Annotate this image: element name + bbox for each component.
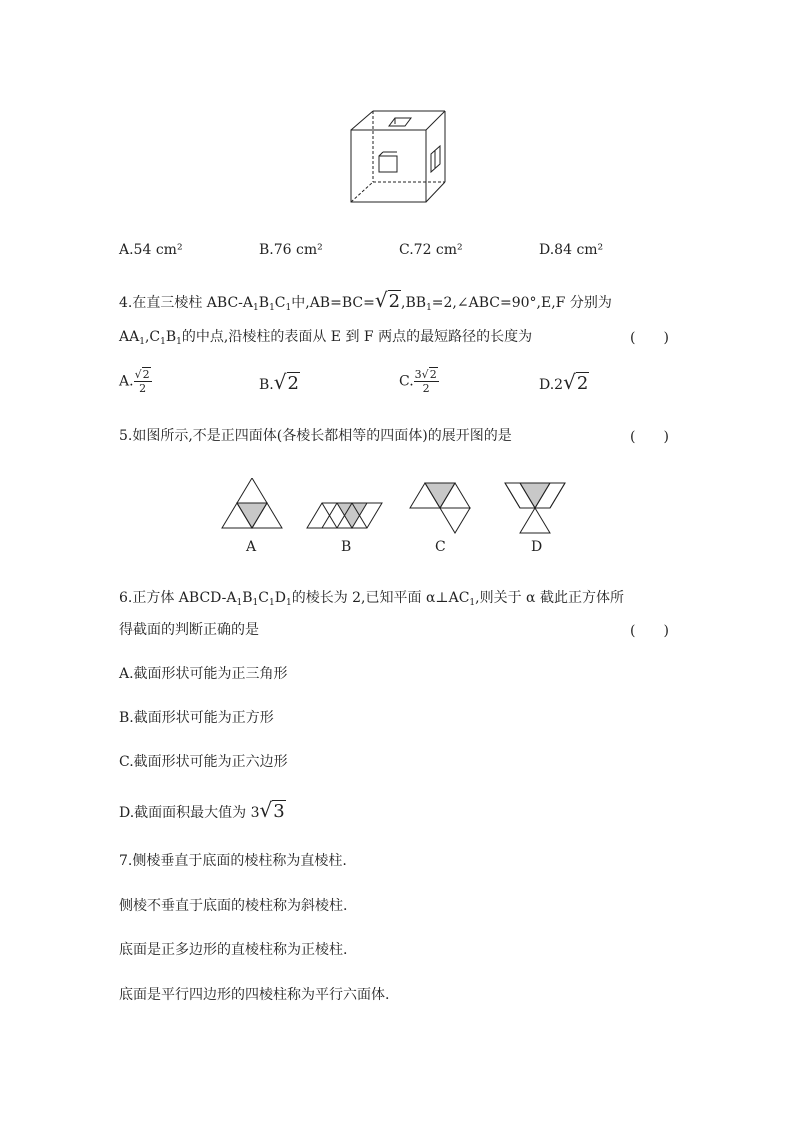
net-d-shaded-face xyxy=(520,483,550,508)
q6-stem-line2: 得截面的判断正确的是 xyxy=(119,622,259,638)
cube-with-holes-figure xyxy=(345,108,455,208)
q6-option-a: A.截面形状可能为正三角形 xyxy=(119,666,288,682)
q6-option-b: B.截面形状可能为正方形 xyxy=(119,710,274,726)
q6-stem-line1: 6.正方体 ABCD-$A_1B_1C_1D_1$的棱长为 2,已知平面 $\alpha\perp AC_1$,则关于 α 截此正方体所 xyxy=(119,590,624,608)
q4-stem-line1: 4.在直三棱柱 ABC-$A_1B_1C_1$中$,AB=BC=√2,BB_1=2,\angle ABC=90^\circ,E,F$ 分别为 xyxy=(119,288,612,313)
net-label-d: D xyxy=(531,539,543,555)
net-b-shaded-face xyxy=(337,503,367,528)
net-c-shaded-face xyxy=(425,483,455,508)
q5-answer-paren: ( ) xyxy=(630,429,669,445)
q3-option-c: C.72 cm² xyxy=(399,242,463,258)
q4-option-d: D.2√2 xyxy=(539,370,589,394)
q4-option-c: C. $\frac{3√2}{2}$ xyxy=(399,368,437,395)
q3-option-d: D.84 cm² xyxy=(539,242,604,258)
q6-option-c: C.截面形状可能为正六边形 xyxy=(119,754,288,770)
net-label-b: B xyxy=(341,539,352,555)
net-label-c: C xyxy=(435,539,446,555)
q6-answer-paren: ( ) xyxy=(630,623,669,639)
q4-answer-paren: ( ) xyxy=(630,330,669,346)
q6-option-d: D.截面面积最大值为 3√3 xyxy=(119,798,285,822)
q7-line-3: 底面是正多边形的直棱柱称为正棱柱. xyxy=(119,942,348,958)
q7-line-4: 底面是平行四边形的四棱柱称为平行六面体. xyxy=(119,987,390,1003)
q5-stem: 5.如图所示,不是正四面体(各棱长都相等的四面体)的展开图的是 xyxy=(119,428,512,444)
tetrahedron-nets-figure xyxy=(215,478,575,538)
q3-option-a: A.54 cm² xyxy=(119,242,183,258)
q7-line-1: 7.侧棱垂直于底面的棱柱称为直棱柱. xyxy=(119,853,347,869)
q4-option-a: A. $\frac{√2}{2}$ xyxy=(119,368,150,395)
q7-line-2: 侧棱不垂直于底面的棱柱称为斜棱柱. xyxy=(119,898,348,914)
net-label-a: A xyxy=(246,539,257,555)
q3-option-b: B.76 cm² xyxy=(259,242,323,258)
q4-option-b: B.√2 xyxy=(259,370,299,394)
net-a-shaded-face xyxy=(237,503,267,528)
q4-stem-line2: $AA_1,C_1B_1$的中点,沿棱柱的表面从 E 到 F 两点的最短路径的长度为 xyxy=(119,329,533,347)
